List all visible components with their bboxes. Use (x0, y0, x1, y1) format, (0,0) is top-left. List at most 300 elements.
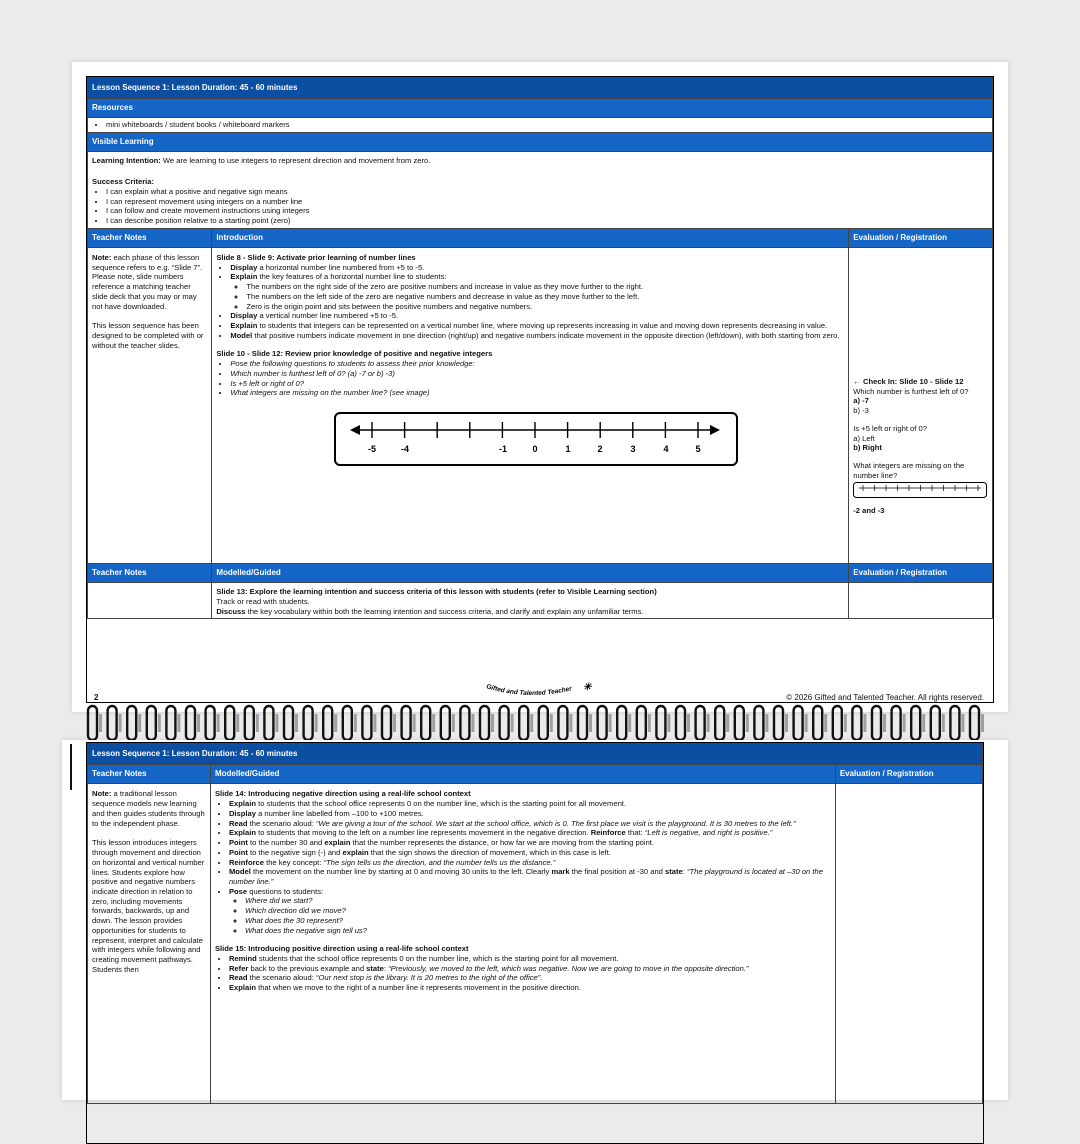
instruction-text: that the number represents the distance, or how far we are moving from the starting point. (350, 838, 655, 848)
binding-ring-loop (735, 706, 744, 740)
binding-ring-loop (715, 706, 724, 740)
verb: Explain (228, 983, 256, 993)
binding-ring-loop (794, 706, 803, 740)
note-label: Note: (92, 789, 112, 799)
success-criterion: • I can describe position relative to a starting point (zero) (106, 216, 988, 226)
question-item: • Is +5 left or right of 0? (230, 379, 844, 389)
binding-hole (315, 714, 318, 732)
list-item (229, 867, 831, 886)
binding-hole (569, 714, 572, 732)
binding-ring-loop (931, 706, 940, 740)
binding-ring (88, 706, 102, 740)
col-teacher-notes: Teacher Notes (88, 228, 212, 247)
binding-ring (598, 706, 612, 740)
binding-ring-loop (598, 706, 607, 740)
question-item: • Pose the following questions to students to assess their prior knowledge: (230, 359, 844, 369)
binding-ring (558, 706, 572, 740)
binding-ring-loop (108, 706, 117, 740)
slide-8-list (216, 263, 844, 341)
tick-label: -1 (499, 444, 508, 455)
verb: explain (324, 838, 351, 848)
instruction-text: that positive numbers indicate movement in one direction (right/up) and negative numbers indicate movement in the opposite direction (left/down), with both starting from zero. (252, 330, 840, 340)
binding-hole (726, 714, 729, 732)
binding-ring-loop (343, 706, 352, 740)
tick-label: 0 (532, 444, 538, 455)
list-item (229, 838, 831, 848)
list-item (229, 983, 831, 993)
evaluation-cell (835, 784, 982, 1104)
instruction-text: to the number 30 and (247, 838, 325, 848)
binding-ring (892, 706, 906, 740)
verb: Read (228, 818, 248, 828)
verb: state (366, 963, 384, 973)
binding-ring (519, 706, 533, 740)
binding-ring-loop (754, 706, 763, 740)
eval-answer-correct: -2 and -3 (853, 506, 885, 516)
instruction-text: the key features of a horizontal number line to students: (257, 272, 447, 282)
instruction-text: students that the school office represents 0 on the number line, which is the starting point for all movement. (256, 953, 619, 963)
slide-13-line: Track or read with students. (216, 596, 310, 606)
verb: Reinforce (590, 828, 626, 838)
slide-15-list (215, 954, 831, 993)
binding-hole (844, 714, 847, 732)
quote-text: “The sign tells us the direction, and the number tells us the distance.” (323, 857, 556, 867)
page-number: 2 (94, 693, 99, 702)
note-text-2: This lesson sequence has been designed to be completed with or without the teacher slides. (92, 321, 204, 350)
binding-hole (961, 714, 964, 732)
binding-ring (715, 706, 729, 740)
binding-hole (863, 714, 866, 732)
binding-ring (323, 706, 337, 740)
binding-hole (981, 714, 984, 732)
binding-hole (942, 714, 945, 732)
verb: Read (228, 973, 248, 983)
binding-ring (676, 706, 690, 740)
binding-ring (480, 706, 494, 740)
col-introduction: Introduction (212, 228, 849, 247)
binding-ring (774, 706, 788, 740)
binding-ring (833, 706, 847, 740)
instruction-text: the scenario aloud: (247, 973, 316, 983)
binding-ring (656, 706, 670, 740)
binding-ring (166, 706, 180, 740)
eval-answer: b) -3 (853, 406, 869, 416)
binding-ring-loop (186, 706, 195, 740)
quote-text: “We are giving a tour of the school. We start at the school office, which is 0. The first place we visit is the playground. It is 30 metres to the left.” (315, 818, 796, 828)
tick-label: 1 (565, 444, 571, 455)
binding-ring-loop (656, 706, 665, 740)
verb: Remind (228, 953, 257, 963)
binding-ring (402, 706, 416, 740)
instruction-text: : (383, 963, 389, 973)
sub-point: ◦ The numbers on the left side of the zero are negative numbers and decrease in value as they move further to the left. (246, 292, 844, 302)
binding-ring (382, 706, 396, 740)
instruction-text: to students that moving to the left on a number line represents movement in the negative direction. (255, 828, 591, 838)
instruction-text: that when we move to the right of a number line it represents movement in the positive direction. (255, 983, 581, 993)
binding-hole (393, 714, 396, 732)
binding-hole (119, 714, 122, 732)
instruction-text: to students that the school office represents 0 on the number line, which is the starting point for all movement. (255, 799, 627, 809)
instruction-text: the movement on the number line by starting at 0 and moving 30 units to the left. Clearly (250, 867, 552, 877)
binding-ring (539, 706, 553, 740)
binding-ring-loop (441, 706, 450, 740)
list-item (229, 887, 831, 936)
tick-label: 5 (695, 444, 701, 455)
instruction-text: : (682, 867, 687, 877)
binding-ring (343, 706, 357, 740)
list-item (229, 954, 831, 964)
binding-hole (824, 714, 827, 732)
note-text-2: This lesson introduces integers through movement and direction on horizontal and vertical number lines. Students explore how positive and negative numbers indicate direction in relation to zero, including movements forwards, backwards, up and down. The lesson provides opportunities for students to represent, interpret and calculate with integers while following and creating movement pathways. Students then (92, 838, 205, 974)
instruction-text: to the negative sign (-) and (247, 847, 343, 857)
binding-ring-loop (558, 706, 567, 740)
modelled-guided-cell (210, 784, 835, 1104)
lesson-page-2 (72, 62, 1008, 712)
binding-ring (754, 706, 768, 740)
col-evaluation: Evaluation / Registration (849, 228, 993, 247)
success-criteria-list (92, 187, 988, 226)
binding-ring (696, 706, 710, 740)
instruction-text: that: (625, 828, 645, 838)
verb: Display (230, 262, 258, 272)
binding-hole (295, 714, 298, 732)
binding-ring (637, 706, 651, 740)
binding-ring (617, 706, 631, 740)
verb: Model (228, 867, 251, 877)
list-item (229, 973, 831, 983)
list-item (230, 321, 844, 331)
binding-hole (667, 714, 670, 732)
verb: mark (551, 867, 570, 877)
binding-ring-loop (402, 706, 411, 740)
binding-ring-loop (88, 706, 97, 740)
left-arrow-icon (350, 425, 360, 435)
binding-ring-loop (950, 706, 959, 740)
binding-ring (441, 706, 455, 740)
brand-logo-graphic (482, 680, 592, 702)
verb: Reinforce (228, 857, 264, 867)
success-criterion: • I can represent movement using integers on a number line (106, 197, 988, 207)
binding-ring (950, 706, 964, 740)
binding-ring-loop (519, 706, 528, 740)
binding-hole (746, 714, 749, 732)
list-item (229, 828, 831, 838)
binding-ring (127, 706, 141, 740)
binding-ring (206, 706, 220, 740)
list-item (230, 272, 844, 311)
list-item (230, 331, 844, 341)
binding-ring-loop (206, 706, 215, 740)
resources-heading: Resources (88, 99, 993, 118)
binding-ring (500, 706, 514, 740)
binding-ring-loop (911, 706, 920, 740)
binding-ring-loop (382, 706, 391, 740)
copyright-text: © 2026 Gifted and Talented Teacher. All rights reserved. (786, 693, 984, 702)
binding-hole (687, 714, 690, 732)
binding-ring-loop (421, 706, 430, 740)
quote-text: “The playground is located at –30 on the number line.” (228, 867, 823, 886)
binding-hole (589, 714, 592, 732)
binding-hole (491, 714, 494, 732)
binding-hole (275, 714, 278, 732)
binding-ring (578, 706, 592, 740)
binding-ring (264, 706, 278, 740)
binding-hole (922, 714, 925, 732)
binding-hole (609, 714, 612, 732)
instruction-text: the key vocabulary within both the learning intention and success criteria, and clarify and explain any unfamiliar terms. (245, 606, 644, 616)
binding-hole (471, 714, 474, 732)
binding-ring-loop (127, 706, 136, 740)
slide-8-title: Slide 8 - Slide 9: Activate prior learning of number lines (216, 252, 416, 262)
verb: Explain (228, 828, 256, 838)
binding-ring (911, 706, 925, 740)
list-item (229, 809, 831, 819)
binding-ring (304, 706, 318, 740)
page-frame (86, 76, 994, 703)
binding-ring (225, 706, 239, 740)
verb: Display (230, 311, 258, 321)
col-evaluation: Evaluation / Registration (849, 563, 993, 582)
binding-hole (648, 714, 651, 732)
verb: Display (228, 808, 256, 818)
page-edge (70, 744, 72, 790)
binding-hole (256, 714, 259, 732)
list-item (229, 848, 831, 858)
binding-ring (362, 706, 376, 740)
instruction-text: the key concept: (263, 857, 324, 867)
star-icon: ✳ (583, 682, 592, 693)
col-teacher-notes: Teacher Notes (88, 765, 211, 784)
binding-ring-loop (284, 706, 293, 740)
evaluation-cell (849, 583, 993, 619)
learning-intention-label: Learning Intention: (92, 156, 161, 166)
eval-question: What integers are missing on the number line? (853, 461, 965, 480)
modelled-guided-cell (212, 583, 849, 619)
slide-10-list (216, 359, 844, 398)
instruction-text: a horizontal number line numbered from +5 to -5. (257, 262, 425, 272)
binding-hole (511, 714, 514, 732)
list-item (230, 311, 844, 321)
verb: explain (342, 847, 369, 857)
question-item: • Which number is furthest left of 0? (a) -7 or b) -3) (230, 369, 844, 379)
list-item (229, 799, 831, 809)
binding-ring (186, 706, 200, 740)
teacher-notes-cell (88, 583, 212, 619)
logo-text: Gifted and Talented Teacher (485, 683, 573, 698)
right-arrow-icon (710, 425, 720, 435)
binding-ring (813, 706, 827, 740)
binding-ring-loop (304, 706, 313, 740)
quote-text: “Our next stop is the library. It is 20 metres to the right of the office”. (315, 973, 543, 983)
verb: Explain (228, 799, 256, 809)
binding-ring (460, 706, 474, 740)
binding-ring-loop (872, 706, 881, 740)
binding-hole (197, 714, 200, 732)
evaluation-cell (849, 247, 993, 563)
binding-hole (138, 714, 141, 732)
instruction-text: that the sign shows the direction of movement, which in this case is left. (368, 847, 611, 857)
verb: Discuss (216, 606, 246, 616)
col-modelled-guided: Modelled/Guided (212, 563, 849, 582)
binding-ring-loop (460, 706, 469, 740)
binding-ring-loop (245, 706, 254, 740)
binding-ring (284, 706, 298, 740)
list-item (230, 263, 844, 273)
visible-learning-heading: Visible Learning (88, 133, 993, 152)
eval-answer: a) Left (853, 433, 875, 443)
instruction-text: the scenario aloud: (247, 818, 316, 828)
binding-hole (354, 714, 357, 732)
instruction-text: the final position at -30 and (569, 867, 666, 877)
binding-ring-loop (225, 706, 234, 740)
instruction-text: a vertical number line numbered +5 to -5. (257, 311, 399, 321)
page-frame (86, 742, 984, 1144)
slide-13-title: Slide 13: Explore the learning intention and success criteria of this lesson with students (refer to Visible Learning section) (216, 587, 657, 597)
number-line-image (334, 412, 738, 466)
instruction-text: to students that integers can be represented on a vertical number line, where moving up represents increasing in value and moving down represents decreasing in value. (257, 321, 828, 330)
list-item (229, 964, 831, 974)
binding-ring-loop (813, 706, 822, 740)
verb: Explain (230, 272, 258, 282)
binding-ring-loop (852, 706, 861, 740)
quote-text: “Left is negative, and right is positive.” (644, 828, 773, 838)
tick-label: -5 (368, 444, 377, 455)
binding-ring-loop (833, 706, 842, 740)
binding-ring-loop (617, 706, 626, 740)
binding-ring-loop (696, 706, 705, 740)
quote-text: “Previously, we moved to the left, which was negative. Now we are going to move in the opposite direction.” (388, 963, 749, 973)
binding-ring-loop (676, 706, 685, 740)
sub-point: ◦ Which direction did we move? (245, 906, 831, 916)
binding-hole (177, 714, 180, 732)
verb: Explain (230, 321, 258, 330)
teacher-notes-cell (88, 247, 212, 563)
lesson-table (87, 743, 983, 1104)
binding-ring-loop (774, 706, 783, 740)
mini-number-line (853, 482, 987, 498)
binding-ring-loop (970, 706, 979, 740)
slide-14-list (215, 799, 831, 935)
binding-ring (970, 706, 984, 740)
binding-ring (245, 706, 259, 740)
verb: Point (228, 838, 248, 848)
binding-hole (432, 714, 435, 732)
slide-15-title: Slide 15: Introducing positive direction using a real-life school context (214, 944, 469, 954)
lesson-header: Lesson Sequence 1: Lesson Duration: 45 - 60 minutes (88, 744, 983, 765)
binding-ring (852, 706, 866, 740)
sub-point: ◦ The numbers on the right side of the zero are positive numbers and increase in value as they move further to the right. (246, 282, 844, 292)
binding-hole (99, 714, 102, 732)
eval-question: Which number is furthest left of 0? (853, 386, 969, 396)
tick-label: 3 (630, 444, 636, 455)
resources-item: • mini whiteboards / student books / whiteboard markers (106, 120, 988, 130)
eval-answer-correct: b) Right (853, 443, 882, 453)
binding-ring-loop (147, 706, 156, 740)
binding-ring (147, 706, 161, 740)
instruction-text: back to the previous example and (248, 963, 367, 973)
mini-number-line-image (853, 482, 988, 501)
binding-hole (530, 714, 533, 732)
tick-label: 2 (597, 444, 603, 455)
teacher-notes-cell (88, 784, 211, 1104)
success-criteria-label: Success Criteria: (92, 177, 155, 187)
col-modelled-guided: Modelled/Guided (210, 765, 835, 784)
slide-14-title: Slide 14: Introducing negative direction using a real-life school context (214, 789, 471, 799)
eval-answer-correct: a) -7 (853, 396, 869, 406)
visible-learning-section (88, 152, 993, 228)
verb: Point (228, 847, 248, 857)
list-item (229, 819, 831, 829)
binding-hole (765, 714, 768, 732)
note-label: Note: (92, 252, 112, 262)
binding-ring (108, 706, 122, 740)
success-criterion: • I can follow and create movement instructions using integers (106, 206, 988, 216)
binding-hole (158, 714, 161, 732)
binding-ring (872, 706, 886, 740)
check-in-label: ← Check In: Slide 10 - Slide 12 (853, 376, 964, 386)
binding-ring-loop (166, 706, 175, 740)
sub-point: ◦ What does the 30 represent? (245, 916, 831, 926)
instruction-text: a number line labelled from –100 to +100 metres. (255, 808, 424, 818)
slide-10-title: Slide 10 - Slide 12: Review prior knowledge of positive and negative integers (216, 349, 493, 359)
binding-ring (794, 706, 808, 740)
binding-hole (413, 714, 416, 732)
tick-label: 4 (663, 444, 669, 455)
verb: state (665, 867, 683, 877)
binding-hole (903, 714, 906, 732)
binding-hole (217, 714, 220, 732)
col-evaluation: Evaluation / Registration (835, 765, 982, 784)
lesson-page-3 (62, 740, 1008, 1100)
sub-point: ◦ What does the negative sign tell us? (245, 926, 831, 936)
binding-ring-loop (500, 706, 509, 740)
note-text: a traditional lesson sequence models new learning and then guides students through to the independent phase. (92, 789, 205, 828)
binding-hole (883, 714, 886, 732)
binding-ring-loop (264, 706, 273, 740)
binding-hole (373, 714, 376, 732)
binding-ring-loop (539, 706, 548, 740)
verb: Model (230, 330, 253, 340)
lesson-table (87, 77, 993, 619)
lesson-header: Lesson Sequence 1: Lesson Duration: 45 - 60 minutes (88, 78, 993, 99)
question-item: • What integers are missing on the number line? (see image) (230, 388, 844, 398)
number-line (336, 414, 736, 464)
binding-hole (452, 714, 455, 732)
verb: Pose (228, 886, 248, 896)
binding-hole (628, 714, 631, 732)
binding-ring (735, 706, 749, 740)
binding-ring-loop (323, 706, 332, 740)
instruction-text: questions to students: (247, 886, 324, 896)
verb: Refer (228, 963, 249, 973)
binding-hole (236, 714, 239, 732)
binding-ring-loop (362, 706, 371, 740)
binding-ring-loop (480, 706, 489, 740)
tick-label: -4 (401, 444, 410, 455)
note-text: each phase of this lesson sequence refers to e.g. “Slide 7”. Please note, slide numbers reference a matching teacher slide deck that you may or may not have downloaded. (92, 252, 203, 311)
col-teacher-notes: Teacher Notes (88, 563, 212, 582)
learning-intention-text: We are learning to use integers to represent direction and movement from zero. (160, 156, 431, 166)
sub-point: ◦ Where did we start? (245, 896, 831, 906)
introduction-cell (212, 247, 849, 563)
binding-ring-loop (578, 706, 587, 740)
resources-list (88, 118, 993, 133)
binding-hole (550, 714, 553, 732)
binding-ring-loop (892, 706, 901, 740)
success-criterion: • I can explain what a positive and negative sign means (106, 187, 988, 197)
binding-ring (931, 706, 945, 740)
binding-ring-loop (637, 706, 646, 740)
